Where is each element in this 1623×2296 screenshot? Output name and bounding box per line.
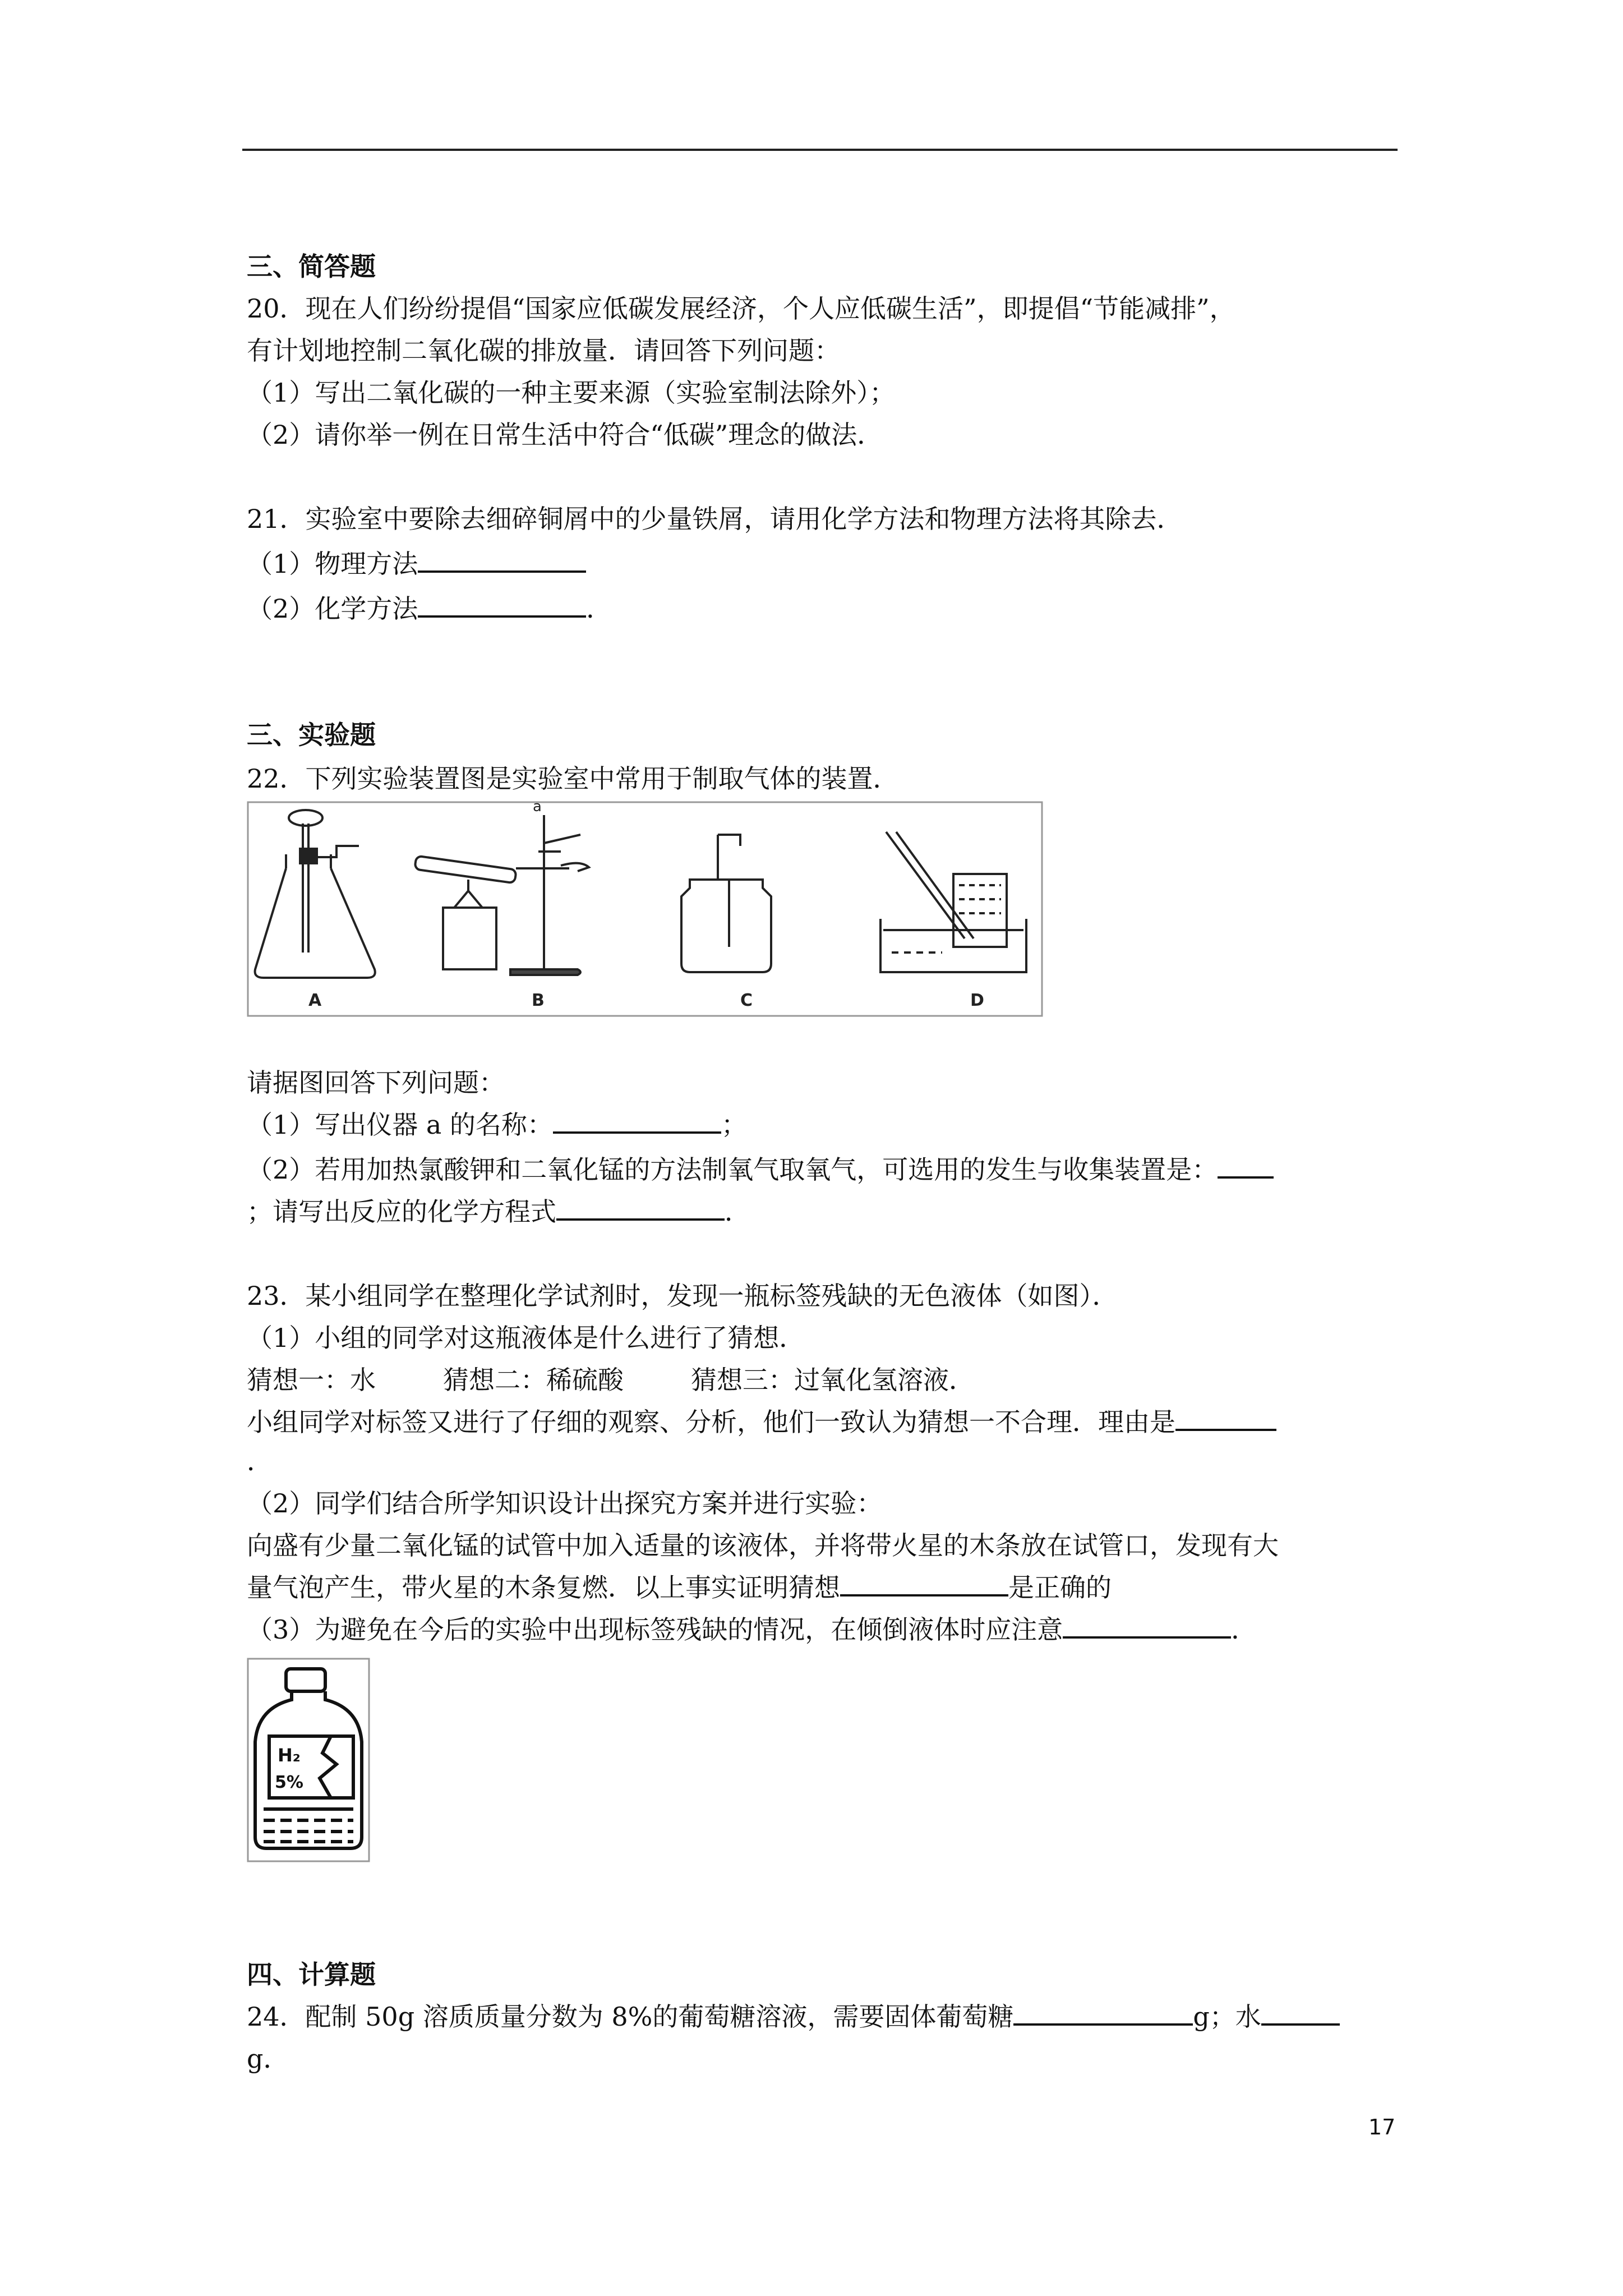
q23-sub3-text: （3）为避免在今后的实验中出现标签残缺的情况，在倾倒液体时应注意 <box>247 1614 1063 1645</box>
bottle-label-line1: H₂ <box>278 1745 301 1766</box>
q23-guess3: 猜想三：过氧化氢溶液． <box>691 1365 975 1395</box>
q21-sub2-end: ． <box>586 593 612 624</box>
answer-blank[interactable] <box>1218 1154 1274 1179</box>
q21-line1: 21．实验室中要除去细碎铜屑中的少量铁屑，请用化学方法和物理方法将其除去． <box>247 504 1183 534</box>
q23-guess2: 猜想二：稀硫酸 <box>443 1365 624 1395</box>
q24-line1-b: g；水 <box>1193 2001 1261 2032</box>
figure-label-a: A <box>308 991 322 1010</box>
q21-sub1-text: （1）物理方法 <box>247 549 418 579</box>
q24-line2: g． <box>247 2044 289 2074</box>
q23-sub1: （1）小组的同学对这瓶液体是什么进行了猜想． <box>247 1323 805 1353</box>
q24-line1-a: 24．配制 50g 溶质质量分数为 8%的葡萄糖溶液，需要固体葡萄糖 <box>247 2001 1014 2032</box>
q23-line1: 23．某小组同学在整理化学试剂时，发现一瓶标签残缺的无色液体（如图）． <box>247 1281 1118 1311</box>
answer-blank[interactable] <box>418 593 586 618</box>
figure-label-c: C <box>740 991 753 1010</box>
q20-sub2: （2）请你举一例在日常生活中符合“低碳”理念的做法． <box>247 420 883 450</box>
answer-blank[interactable] <box>556 1196 725 1221</box>
lab-apparatus-figure <box>247 801 1043 1017</box>
q22-sub2-text: （2）若用加热氯酸钾和二氧化锰的方法制氧气取氧气，可选用的发生与收集装置是： <box>247 1154 1218 1185</box>
reagent-bottle-figure <box>247 1658 370 1862</box>
q23-exp-line2 <box>247 1571 1112 1604</box>
answer-blank[interactable] <box>1261 2001 1340 2026</box>
q23-guess1: 猜想一：水 <box>247 1365 376 1395</box>
q23-exp-line2-a: 量气泡产生，带火星的木条复燃．以上事实证明猜想 <box>247 1572 840 1603</box>
q23-reason <box>247 1405 1276 1439</box>
answer-blank[interactable] <box>840 1572 1008 1596</box>
q22-sub2-end: ． <box>725 1197 750 1227</box>
q22-sub1 <box>247 1108 747 1142</box>
answer-blank[interactable] <box>553 1109 721 1134</box>
q20-sub1: （1）写出二氧化碳的一种主要来源（实验室制法除外）； <box>247 378 896 408</box>
q23-sub3-end: ． <box>1231 1614 1257 1645</box>
q23-sub3 <box>247 1613 1257 1646</box>
q22-prompt: 请据图回答下列问题： <box>247 1068 505 1098</box>
q23-reason-text: 小组同学对标签又进行了仔细的观察、分析，他们一致认为猜想一不合理．理由是 <box>247 1407 1175 1437</box>
section-heading-experiment: 三、实验题 <box>247 720 376 750</box>
section-heading-calculation: 四、计算题 <box>247 1959 376 1990</box>
q22-sub1-text: （1）写出仪器 a 的名称： <box>247 1110 553 1140</box>
q21-sub2-text: （2）化学方法 <box>247 593 418 624</box>
q23-sub2: （2）同学们结合所学知识设计出探究方案并进行实验： <box>247 1488 883 1519</box>
q22-sub1-end: ； <box>721 1110 747 1140</box>
figure-label-d: D <box>970 991 984 1010</box>
q22-sub2 <box>247 1153 1274 1186</box>
q23-guesses <box>247 1363 975 1397</box>
q22-sub2-cont-text: ；请写出反应的化学方程式 <box>247 1197 556 1227</box>
q23-exp-line2-b: 是正确的 <box>1008 1572 1112 1603</box>
q22-line1: 22．下列实验装置图是实验室中常用于制取气体的装置． <box>247 763 899 794</box>
instrument-label-a: a <box>533 801 542 815</box>
q20-line2: 有计划地控制二氧化碳的排放量．请回答下列问题： <box>247 335 840 366</box>
header-rule <box>242 149 1398 151</box>
section-heading-short-answer: 三、简答题 <box>247 251 376 282</box>
bottle-label-line2: 5% <box>275 1773 303 1792</box>
answer-blank[interactable] <box>1013 2001 1193 2026</box>
q24-line1 <box>247 2000 1340 2033</box>
answer-blank[interactable] <box>418 548 586 573</box>
figure-label-b: B <box>532 991 545 1010</box>
q21-sub1 <box>247 547 586 581</box>
answer-blank[interactable] <box>1063 1614 1231 1639</box>
page-number: 17 <box>1368 2115 1396 2139</box>
q22-sub2-cont <box>247 1195 750 1228</box>
q21-sub2 <box>247 592 612 625</box>
q20-line1: 20．现在人们纷纷提倡“国家应低碳发展经济，个人应低碳生活”，即提倡“节能减排”， <box>247 293 1235 324</box>
q23-exp-line1: 向盛有少量二氧化锰的试管中加入适量的该液体，并将带火星的木条放在试管口，发现有大 <box>247 1530 1279 1561</box>
answer-blank[interactable] <box>1175 1406 1276 1431</box>
q23-reason-end: ． <box>247 1446 273 1476</box>
